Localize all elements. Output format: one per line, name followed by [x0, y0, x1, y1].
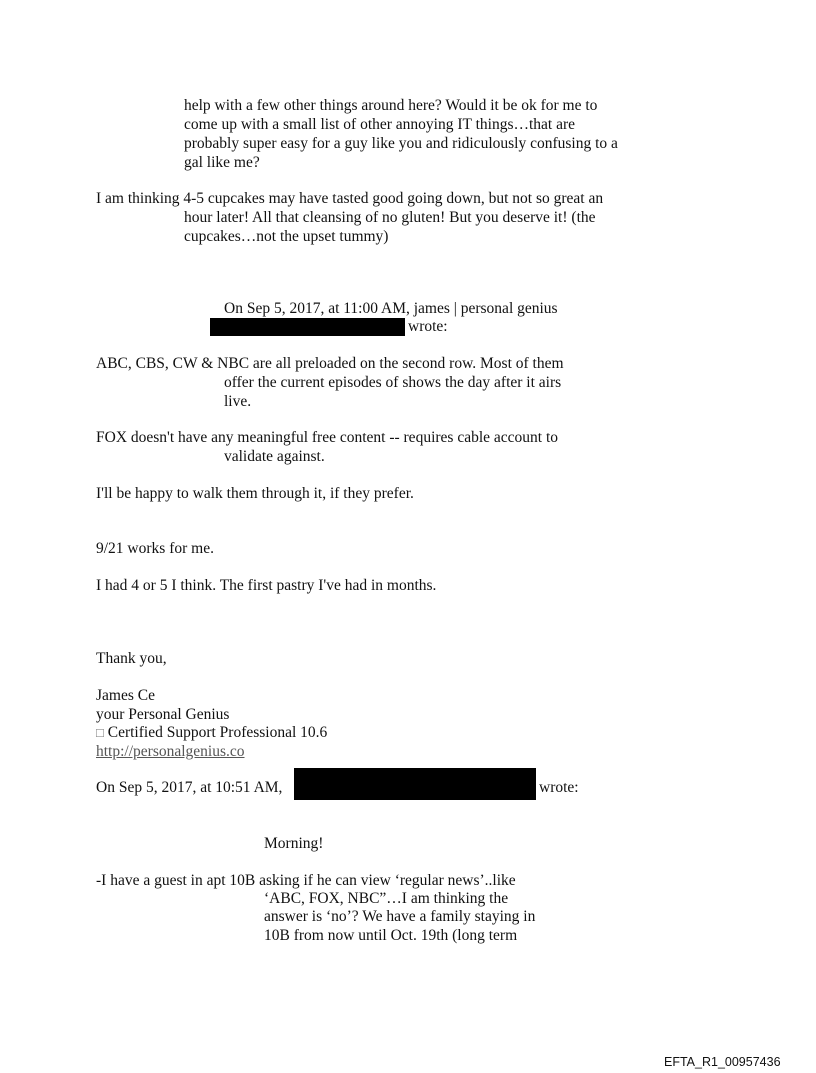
message-line: probably super easy for a guy like you and ridiculously confusing to a: [184, 135, 618, 152]
signature-name: James Ce: [96, 687, 155, 704]
message-line: help with a few other things around here? Would it be ok for me to: [184, 97, 598, 114]
quote-header-line: On Sep 5, 2017, at 10:51 AM,: [96, 779, 283, 796]
document-id: EFTA_R1_00957436: [664, 1055, 781, 1069]
message-line: I had 4 or 5 I think. The first pastry I've had in months.: [96, 577, 437, 594]
message-line: live.: [224, 393, 252, 410]
message-line: ABC, CBS, CW & NBC are all preloaded on the second row. Most of them: [96, 355, 564, 372]
message-line: -I have a guest in apt 10B asking if he can view ‘regular news’..like: [96, 872, 516, 889]
message-line: validate against.: [224, 448, 325, 465]
signature-certification: [96, 723, 327, 742]
website-link[interactable]: http://personalgenius.co: [96, 743, 245, 760]
message-line: 10B from now until Oct. 19th (long term: [264, 927, 518, 944]
message-line: hour later! All that cleansing of no gluten! But you deserve it! (the: [184, 209, 596, 226]
message-line: I am thinking 4-5 cupcakes may have tasted good going down, but not so great an: [96, 190, 604, 207]
message-line: I'll be happy to walk them through it, if they prefer.: [96, 485, 414, 502]
redaction-bar: [210, 318, 405, 336]
message-line: 9/21 works for me.: [96, 540, 214, 557]
message-line: ‘ABC, FOX, NBC”…I am thinking the: [264, 890, 509, 907]
quote-header-line: On Sep 5, 2017, at 11:00 AM, james | personal genius: [224, 300, 558, 317]
message-greeting: Morning!: [264, 835, 324, 852]
redaction-bar: [294, 768, 536, 800]
quote-header-wrote: wrote:: [408, 318, 448, 335]
certification-label: Certified Support Professional 10.6: [107, 724, 328, 741]
message-line: answer is ‘no’? We have a family staying in: [264, 908, 536, 925]
message-line: offer the current episodes of shows the day after it airs: [224, 374, 562, 391]
message-line: cupcakes…not the upset tummy): [184, 228, 389, 245]
message-line: FOX doesn't have any meaningful free content -- requires cable account to: [96, 429, 559, 446]
certificate-icon: □: [96, 725, 104, 740]
quote-header-wrote: wrote:: [539, 779, 579, 796]
message-line: come up with a small list of other annoying IT things…that are: [184, 116, 576, 133]
signature-title: your Personal Genius: [96, 706, 230, 723]
signature-thanks: Thank you,: [96, 650, 167, 667]
message-line: gal like me?: [184, 154, 260, 171]
